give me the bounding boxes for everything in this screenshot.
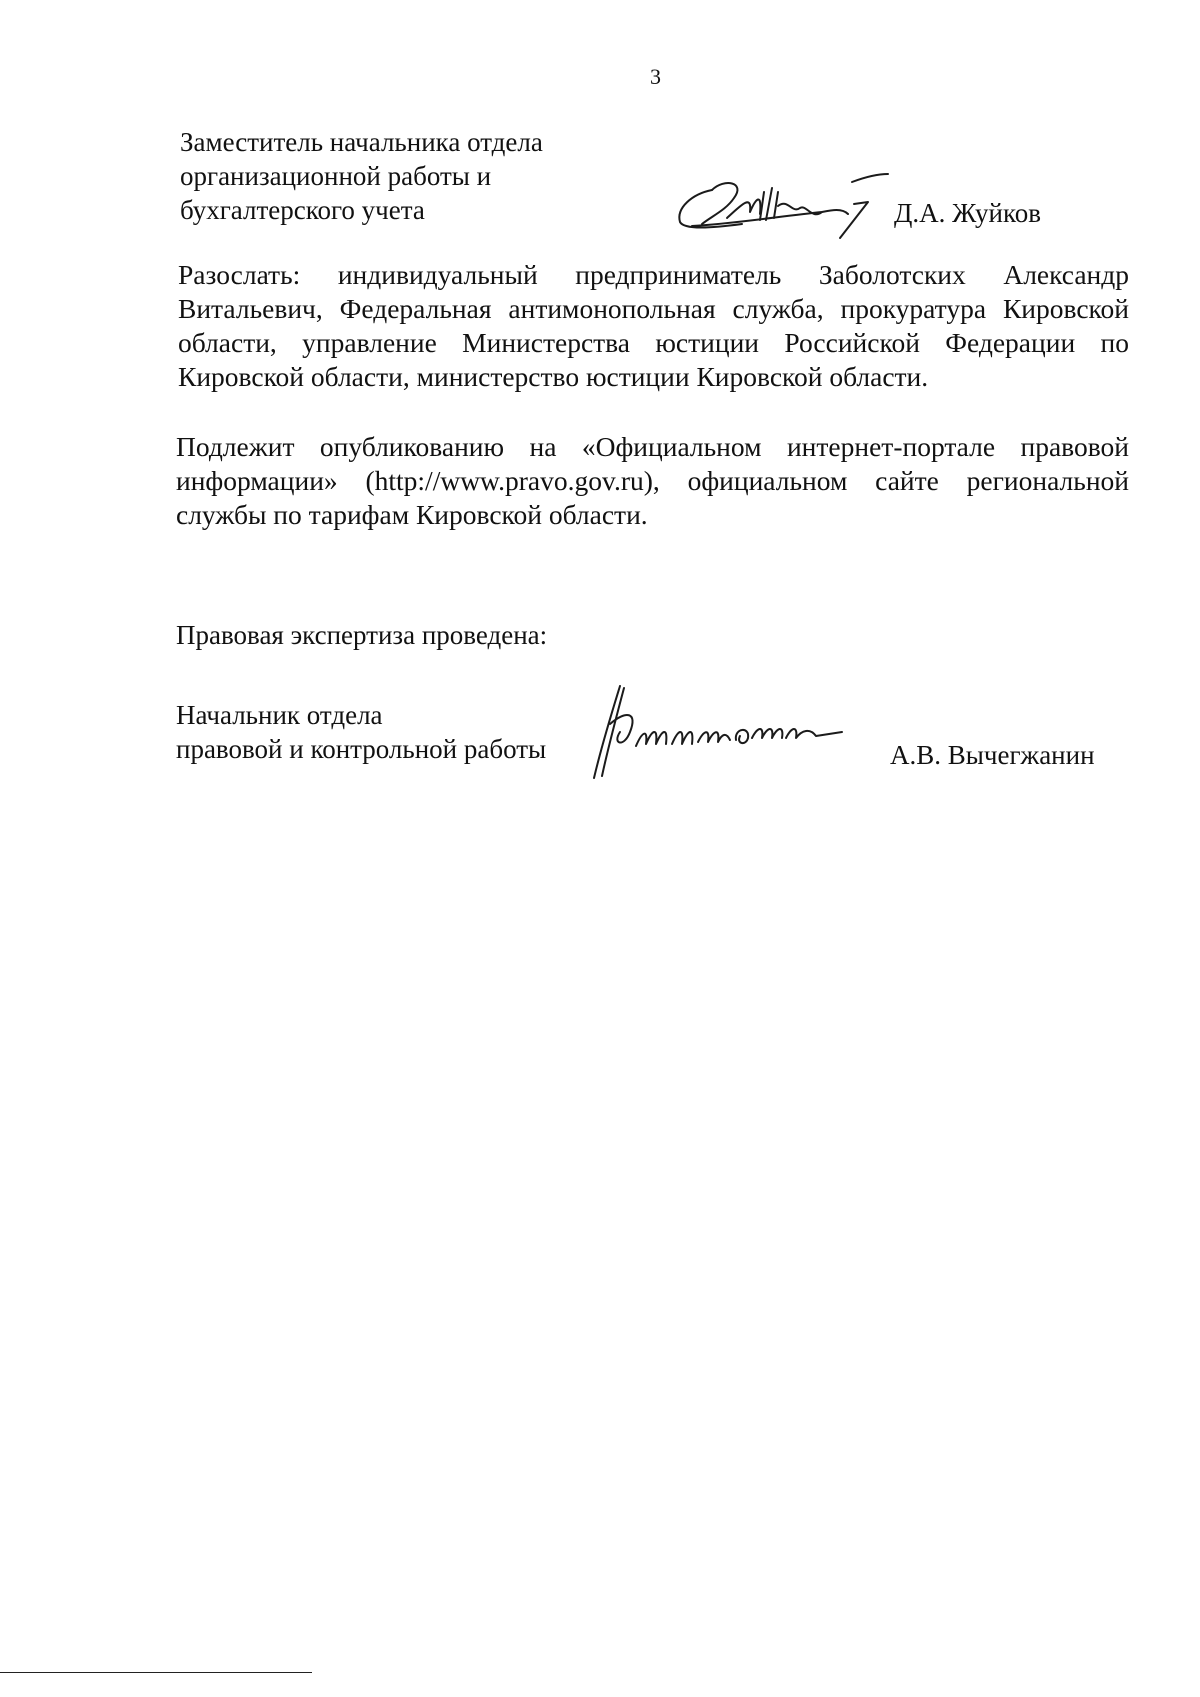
- signatory-title-line: организационной работы и: [180, 161, 492, 191]
- distribution-paragraph: Разослать: индивидуальный предприниматель Заболотских Александр Витальевич, Федеральная антимонопольная служба, прокуратура Кировской области, управление Министерства юстиции Российской Федерации по Кировской области, министерство юстиции Кировской области.: [178, 259, 1129, 392]
- signatory-title-line: Начальник отдела: [176, 700, 383, 730]
- page-number: 3: [650, 64, 661, 89]
- signatory-title-line: Заместитель начальника отдела: [180, 127, 543, 157]
- signatory-title-line: правовой и контрольной работы: [176, 734, 547, 764]
- signatory-title-2: [176, 698, 546, 766]
- signatory-name-1: Д.А. Жуйков: [894, 198, 1041, 228]
- signatory-name-2: А.В. Вычегжанин: [890, 740, 1095, 770]
- signatory-title-line: бухгалтерского учета: [180, 195, 425, 225]
- legal-review-note: Правовая экспертиза проведена:: [176, 620, 548, 650]
- handwritten-signature-2: [580, 682, 880, 782]
- footer-rule: [0, 1672, 312, 1673]
- signatory-title-1: [180, 125, 543, 227]
- publication-paragraph: Подлежит опубликованию на «Официальном интернет-портале правовой информации» (http://www.pravo.gov.ru), официальном сайте региональной службы по тарифам Кировской области.: [176, 431, 1129, 530]
- handwritten-signature-1: [672, 168, 892, 243]
